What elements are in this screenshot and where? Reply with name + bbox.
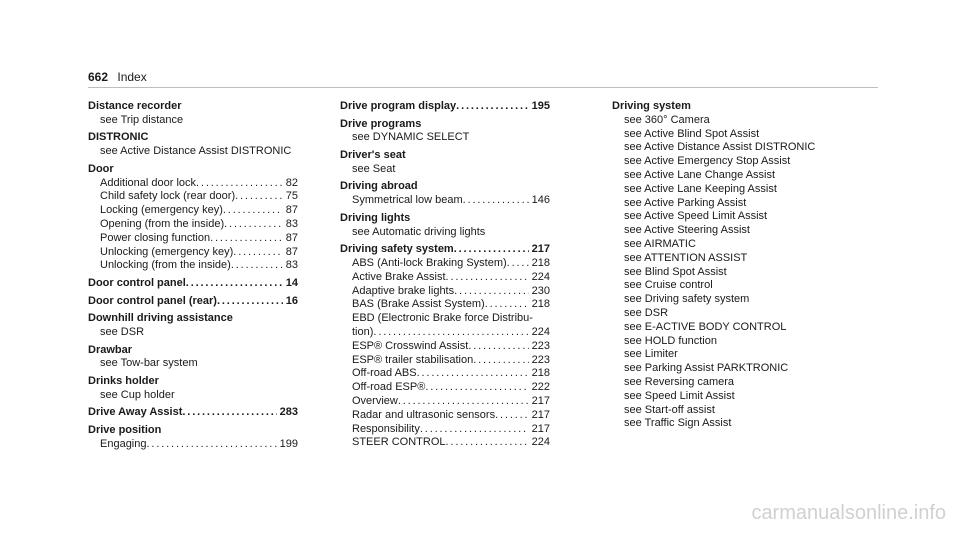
index-subentry: [88, 389, 298, 403]
index-subentry: [340, 312, 550, 326]
dot-leader: [186, 277, 283, 291]
dot-leader: [495, 409, 529, 423]
heading-text: Door: [88, 162, 114, 175]
subentry-text: see DSR: [624, 306, 669, 319]
index-subentry: [88, 438, 298, 452]
subentry-text: STEER CONTROL: [352, 436, 446, 449]
index-subentry: [612, 197, 822, 211]
subentry-text: see Driving safety system: [624, 293, 750, 306]
subentry-text: see E-ACTIVE BODY CONTROL: [624, 320, 787, 333]
index-entry: [88, 375, 298, 403]
page-header: [88, 70, 147, 84]
dot-leader: [235, 190, 283, 204]
dot-leader: [233, 246, 282, 260]
dot-leader: [182, 406, 276, 420]
index-subentry: [340, 423, 550, 437]
page-ref: 16: [285, 294, 298, 307]
dot-leader: [223, 204, 283, 218]
index-entry: [340, 149, 550, 177]
subentry-text: see DSR: [100, 325, 145, 338]
dot-leader: [147, 438, 277, 452]
index-subentry: [612, 183, 822, 197]
index-subentry: [340, 226, 550, 240]
index-subentry: [88, 218, 298, 232]
index-subentry: [340, 326, 550, 340]
page-ref: 224: [531, 270, 550, 283]
heading-text: Door control panel (rear): [88, 294, 217, 307]
index-subentry: [88, 357, 298, 371]
heading-text: Drive Away Assist: [88, 406, 183, 419]
page-ref: 224: [531, 325, 550, 338]
heading-text: Drive position: [88, 423, 162, 436]
subentry-text: Additional door lock: [100, 176, 197, 189]
index-subentry: [612, 252, 822, 266]
index-subentry: [88, 177, 298, 191]
index-entry-heading: [88, 344, 298, 358]
index-subentry: [88, 246, 298, 260]
index-entry-heading: [88, 100, 298, 114]
index-subentry: [340, 354, 550, 368]
subentry-text: tion): [352, 325, 374, 338]
subentry-text: ESP® Crosswind Assist: [352, 339, 469, 352]
subentry-text: Overview: [352, 394, 398, 407]
dot-leader: [485, 298, 529, 312]
index-subentry: [340, 340, 550, 354]
dot-leader: [420, 423, 529, 437]
index-subentry: [612, 279, 822, 293]
index-entry: [612, 100, 822, 431]
page-ref: 217: [531, 243, 550, 256]
dot-leader: [224, 218, 283, 232]
heading-text: Drawbar: [88, 343, 133, 356]
index-entry: [88, 295, 298, 309]
heading-text: Driving system: [612, 100, 691, 112]
subentry-text: see Cup holder: [100, 388, 175, 401]
index-subentry: [340, 271, 550, 285]
index-subentry: [612, 335, 822, 349]
heading-text: Drive program display: [340, 100, 457, 112]
page-ref: 218: [531, 298, 550, 311]
subentry-text: EBD (Electronic Brake force Distribu-: [352, 312, 533, 325]
subentry-text: see Active Speed Limit Assist: [624, 210, 768, 223]
page-ref: 195: [531, 100, 550, 112]
dot-leader: [417, 367, 529, 381]
header-divider: [88, 87, 878, 88]
subentry-text: see AIRMATIC: [624, 237, 696, 250]
index-subentry: [340, 409, 550, 423]
subentry-text: see Speed Limit Assist: [624, 389, 735, 402]
subentry-text: see Reversing camera: [624, 375, 735, 388]
index-subentry: [88, 232, 298, 246]
page-ref: 223: [531, 339, 550, 352]
index-subentry: [88, 190, 298, 204]
subentry-text: Active Brake Assist: [352, 270, 446, 283]
subentry-text: Unlocking (emergency key): [100, 245, 234, 258]
index-subentry: [340, 285, 550, 299]
index-column-2: [340, 100, 550, 454]
subentry-text: Opening (from the inside): [100, 217, 225, 230]
subentry-text: see Active Steering Assist: [624, 224, 750, 237]
page-ref: 83: [285, 217, 298, 230]
index-subentry: [612, 141, 822, 155]
subentry-text: Adaptive brake lights: [352, 284, 455, 297]
dot-leader: [217, 295, 283, 309]
watermark: carmanualsonline.info: [751, 502, 946, 524]
index-subentry: [612, 169, 822, 183]
index-entry-heading: [88, 277, 298, 291]
dot-leader: [425, 381, 528, 395]
index-subentry: [612, 238, 822, 252]
heading-text: Driver's seat: [340, 148, 406, 161]
index-subentry: [88, 259, 298, 273]
subentry-text: Child safety lock (rear door): [100, 190, 236, 203]
page-ref: 83: [285, 259, 298, 272]
index-entry-heading: [88, 131, 298, 145]
page-ref: 218: [531, 367, 550, 380]
index-entry-heading: [88, 163, 298, 177]
page-ref: 222: [531, 381, 550, 394]
heading-text: Door control panel: [88, 276, 186, 289]
subentry-text: see Traffic Sign Assist: [624, 417, 732, 430]
dot-leader: [196, 177, 283, 191]
dot-leader: [454, 243, 529, 257]
subentry-text: Off-road ESP®: [352, 381, 426, 394]
subentry-text: Responsibility: [352, 422, 420, 435]
index-subentry: [340, 194, 550, 208]
index-subentry: [340, 298, 550, 312]
subentry-text: see Active Distance Assist DISTRONIC: [624, 141, 816, 154]
dot-leader: [456, 100, 528, 114]
index-entry-heading: [88, 295, 298, 309]
index-subentry: [340, 163, 550, 177]
index-column-1: [88, 100, 298, 455]
page-ref: 283: [279, 406, 298, 419]
index-entry-heading: [88, 375, 298, 389]
index-subentry: [340, 367, 550, 381]
page-ref: 199: [279, 437, 298, 450]
dot-leader: [454, 285, 529, 299]
heading-text: Drive programs: [340, 117, 422, 130]
index-entry-heading: [88, 312, 298, 326]
heading-text: Driving abroad: [340, 180, 418, 193]
index-entry: [88, 344, 298, 372]
index-subentry: [612, 376, 822, 390]
dot-leader: [231, 259, 283, 273]
subentry-text: ESP® trailer stabilisation: [352, 353, 474, 366]
index-subentry: [612, 128, 822, 142]
heading-text: Distance recorder: [88, 100, 182, 112]
index-subentry: [340, 395, 550, 409]
index-entry-heading: [340, 149, 550, 163]
subentry-text: see Active Distance Assist DISTRONIC: [100, 145, 292, 158]
index-subentry: [88, 145, 298, 159]
index-subentry: [612, 390, 822, 404]
page-number: 662: [88, 70, 109, 84]
index-subentry: [612, 210, 822, 224]
subentry-text: see Blind Spot Assist: [624, 265, 727, 278]
heading-text: DISTRONIC: [88, 131, 149, 144]
index-entry: [340, 212, 550, 240]
index-entry: [88, 424, 298, 452]
page-ref: 87: [285, 204, 298, 217]
index-entry: [340, 243, 550, 450]
index-subentry: [612, 224, 822, 238]
page-ref: 217: [531, 422, 550, 435]
index-entry: [340, 118, 550, 146]
index-subentry: [88, 114, 298, 128]
index-column-3: [612, 100, 822, 435]
subentry-text: Locking (emergency key): [100, 204, 223, 217]
index-entry-heading: [340, 100, 550, 114]
index-entry: [88, 277, 298, 291]
page-ref: 218: [531, 256, 550, 269]
index-subentry: [612, 293, 822, 307]
index-subentry: [340, 436, 550, 450]
heading-text: Downhill driving assistance: [88, 312, 233, 325]
index-subentry: [88, 326, 298, 340]
index-subentry: [612, 266, 822, 280]
subentry-text: see Active Blind Spot Assist: [624, 127, 760, 140]
subentry-text: see Parking Assist PARKTRONIC: [624, 362, 789, 375]
index-entry: [88, 312, 298, 340]
dot-leader: [398, 395, 529, 409]
subentry-text: see Trip distance: [100, 113, 184, 126]
index-subentry: [612, 321, 822, 335]
index-entry-heading: [612, 100, 822, 114]
dot-leader: [373, 326, 528, 340]
index-subentry: [340, 257, 550, 271]
index-entry: [340, 100, 550, 114]
subentry-text: Off-road ABS: [352, 367, 417, 380]
index-subentry: [612, 417, 822, 431]
subentry-text: Radar and ultrasonic sensors: [352, 408, 496, 421]
subentry-text: see Active Emergency Stop Assist: [624, 155, 791, 168]
index-entry: [88, 163, 298, 273]
index-entry: [340, 180, 550, 208]
page-ref: 223: [531, 353, 550, 366]
page-ref: 217: [531, 394, 550, 407]
index-subentry: [612, 155, 822, 169]
page-ref: 75: [285, 190, 298, 203]
subentry-text: see Cruise control: [624, 279, 713, 292]
subentry-text: see HOLD function: [624, 334, 717, 347]
index-subentry: [612, 362, 822, 376]
page-ref: 82: [285, 176, 298, 189]
subentry-text: Engaging: [100, 437, 147, 450]
heading-text: Driving safety system: [340, 243, 454, 256]
dot-leader: [463, 194, 529, 208]
index-subentry: [612, 114, 822, 128]
index-entry-heading: [340, 180, 550, 194]
index-subentry: [612, 348, 822, 362]
subentry-text: see Automatic driving lights: [352, 225, 486, 238]
subentry-text: see Seat: [352, 162, 396, 175]
page-ref: 217: [531, 408, 550, 421]
subentry-text: see DYNAMIC SELECT: [352, 131, 470, 144]
page-ref: 230: [531, 284, 550, 297]
index-entry-heading: [88, 406, 298, 420]
index-entry-heading: [340, 243, 550, 257]
page-ref: 224: [531, 436, 550, 449]
page-ref: 87: [285, 245, 298, 258]
index-subentry: [612, 307, 822, 321]
index-subentry: [340, 131, 550, 145]
index-subentry: [340, 381, 550, 395]
index-entry: [88, 100, 298, 128]
subentry-text: Power closing function: [100, 231, 211, 244]
page-ref: 14: [285, 276, 298, 289]
index-subentry: [88, 204, 298, 218]
dot-leader: [468, 340, 528, 354]
heading-text: Driving lights: [340, 211, 411, 224]
page-ref: 87: [285, 231, 298, 244]
index-entry: [88, 406, 298, 420]
dot-leader: [446, 271, 529, 285]
subentry-text: see Active Lane Change Assist: [624, 168, 776, 181]
subentry-text: see ATTENTION ASSIST: [624, 251, 748, 264]
index-subentry: [612, 404, 822, 418]
heading-text: Drinks holder: [88, 374, 159, 387]
index-entry: [88, 131, 298, 159]
subentry-text: see Start-off assist: [624, 403, 715, 416]
dot-leader: [473, 354, 528, 368]
subentry-text: see Active Parking Assist: [624, 196, 747, 209]
subentry-text: see Active Lane Keeping Assist: [624, 182, 777, 195]
dot-leader: [507, 257, 529, 271]
page-title: Index: [117, 70, 147, 84]
subentry-text: Unlocking (from the inside): [100, 259, 231, 272]
index-entry-heading: [340, 212, 550, 226]
subentry-text: ABS (Anti-lock Braking System): [352, 256, 507, 269]
index-entry-heading: [340, 118, 550, 132]
subentry-text: Symmetrical low beam: [352, 194, 463, 207]
subentry-text: see Tow-bar system: [100, 357, 198, 370]
dot-leader: [210, 232, 283, 246]
page-ref: 146: [531, 194, 550, 207]
subentry-text: see 360° Camera: [624, 113, 710, 126]
index-entry-heading: [88, 424, 298, 438]
dot-leader: [446, 436, 529, 450]
subentry-text: BAS (Brake Assist System): [352, 298, 485, 311]
subentry-text: see Limiter: [624, 348, 678, 361]
